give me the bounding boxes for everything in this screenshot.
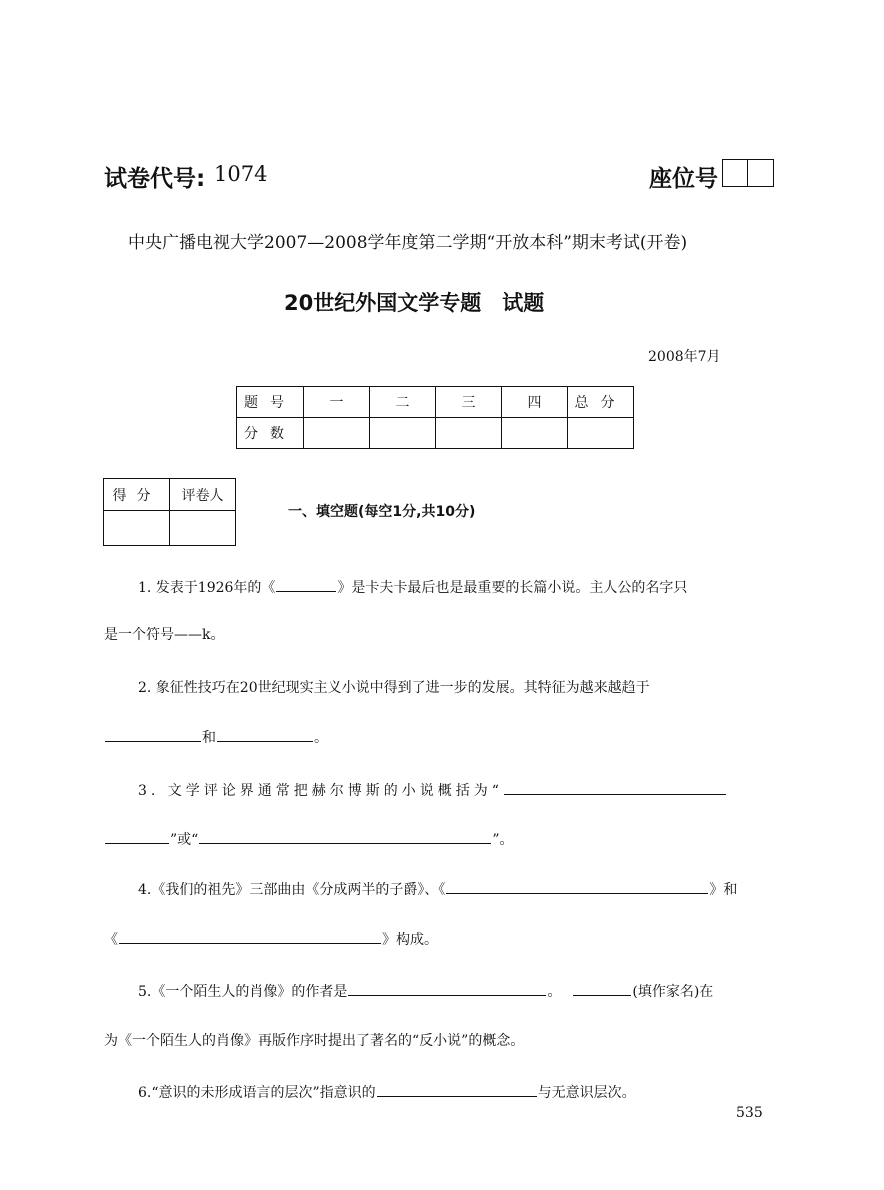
score-header-cell: 题号 — [237, 387, 304, 418]
score-table — [236, 386, 634, 449]
seat-number-label: 座位号 — [649, 166, 718, 192]
question-3-line-2 — [104, 828, 514, 849]
subject-title: 20世纪外国文学专题 试题 — [284, 291, 545, 315]
seat-box-divider — [747, 160, 748, 186]
question-5-line-1 — [138, 980, 713, 1001]
score-cell[interactable] — [502, 418, 568, 449]
q1-blank[interactable] — [276, 576, 336, 592]
q2-blank-2[interactable] — [217, 726, 313, 742]
question-2-line-2 — [104, 726, 328, 747]
score-cell[interactable] — [568, 418, 634, 449]
q1-text-b: 》是卡夫卡最后也是最重要的长篇小说。主人公的名字只 — [337, 580, 688, 596]
question-1-line-1 — [138, 576, 687, 597]
question-6-line-1 — [138, 1081, 636, 1102]
grader-name-cell[interactable] — [170, 511, 236, 546]
score-table-score-row — [237, 418, 634, 449]
score-header-cell: 三 — [436, 387, 502, 418]
q3-text-a: 3. 文学评论界通常把赫尔博斯的小说概括为“ — [138, 783, 503, 799]
q6-text-a: 6.“意识的未形成语言的层次”指意识的 — [138, 1085, 376, 1101]
score-header-cell: 四 — [502, 387, 568, 418]
question-5-line-2: 为《一个陌生人的肖像》再版作序时提出了著名的“反小说”的概念。 — [104, 1033, 525, 1049]
question-4-line-1 — [138, 878, 737, 899]
q3-blank-1-cont[interactable] — [105, 828, 169, 844]
question-1-line-2: 是一个符号——k。 — [104, 627, 225, 643]
q3-text-c: ”。 — [492, 832, 514, 848]
page-number: 535 — [736, 1105, 763, 1121]
exam-code-label: 试卷代号: — [104, 166, 206, 192]
section-one-title: 一、填空题(每空1分,共10分) — [288, 504, 476, 520]
exam-code-value: 1074 — [214, 162, 268, 186]
q4-text-c: 《 — [104, 932, 118, 948]
q3-blank-2[interactable] — [199, 828, 491, 844]
score-cell[interactable] — [304, 418, 370, 449]
score-header-cell: 二 — [370, 387, 436, 418]
q3-blank-1[interactable] — [504, 779, 726, 795]
q4-blank-2[interactable] — [119, 928, 381, 944]
q5-text-a: 5.《一个陌生人的肖像》的作者是 — [138, 984, 348, 1000]
q1-text-a: 1. 发表于1926年的《 — [138, 580, 276, 596]
score-row-label: 分数 — [237, 418, 304, 449]
q4-blank-1[interactable] — [446, 878, 708, 894]
q5-blank-1[interactable] — [348, 980, 546, 996]
question-4-line-2 — [104, 928, 438, 949]
exam-title: 中央广播电视大学2007—2008学年度第二学期“开放本科”期末考试(开卷) — [128, 233, 688, 253]
q5-text-c: (填作家名)在 — [632, 984, 714, 1000]
grader-score-cell[interactable] — [104, 511, 170, 546]
score-header-cell: 一 — [304, 387, 370, 418]
score-cell[interactable] — [436, 418, 502, 449]
score-header-cell: 总分 — [568, 387, 634, 418]
score-cell[interactable] — [370, 418, 436, 449]
score-table-header-row — [237, 387, 634, 418]
q3-text-b: ”或“ — [170, 832, 199, 848]
grader-header-cell: 评卷人 — [170, 479, 236, 511]
grader-table — [103, 478, 236, 546]
grader-table-header-row — [104, 479, 236, 511]
q2-end: 。 — [314, 730, 328, 746]
question-3-line-1 — [138, 779, 727, 800]
grader-table-entry-row — [104, 511, 236, 546]
q5-blank-2[interactable] — [573, 980, 631, 996]
q4-text-b: 》和 — [709, 882, 738, 898]
exam-date: 2008年7月 — [648, 349, 721, 365]
question-2-line-1: 2. 象征性技巧在20世纪现实主义小说中得到了进一步的发展。其特征为越来越趋于 — [138, 680, 650, 696]
q6-blank[interactable] — [377, 1081, 537, 1097]
grader-header-cell: 得分 — [104, 479, 170, 511]
q2-and: 和 — [202, 730, 216, 746]
q4-text-d: 》构成。 — [382, 932, 438, 948]
q6-text-b: 与无意识层次。 — [537, 1085, 636, 1101]
q5-text-b: 。 — [547, 984, 562, 1000]
q4-text-a: 4.《我们的祖先》三部曲由《分成两半的子爵》、《 — [138, 882, 446, 898]
q2-blank-1[interactable] — [105, 726, 201, 742]
seat-number-box[interactable] — [722, 159, 774, 187]
